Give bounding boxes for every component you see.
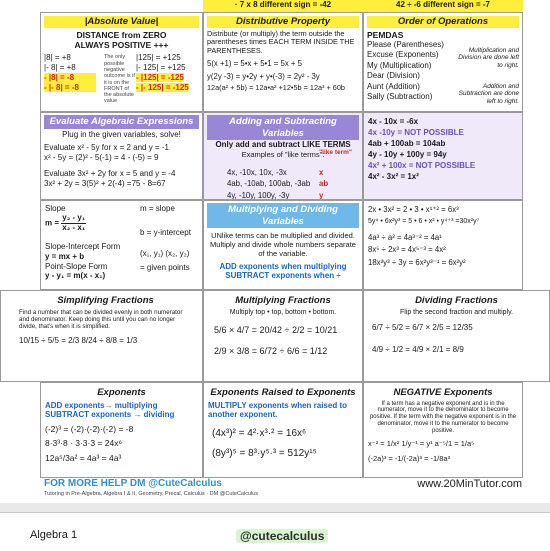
simplifying-ex: 10/15 ÷ 5/5 = 2/3 8/24 ÷ 8/8 = 1/3 bbox=[19, 335, 138, 345]
slope-label: Slope bbox=[45, 204, 66, 213]
add-sub-title: Adding and Subtracting Variables bbox=[207, 115, 359, 140]
page2-brand: @cutecalculus bbox=[236, 529, 328, 543]
like-term-label: "like term" bbox=[319, 149, 352, 156]
mult-div-examples-section bbox=[363, 200, 523, 290]
exponents-raised-section bbox=[203, 382, 363, 478]
si-label: Slope-Intercept Form bbox=[45, 242, 121, 251]
next-page-preview bbox=[0, 512, 550, 551]
given-points-label: = given points bbox=[140, 263, 190, 272]
exponents-title: Exponents bbox=[97, 387, 146, 398]
absolute-value-section bbox=[40, 12, 203, 112]
mult-div-vars-desc: UNlike terms can be multiplied and divided. Multiply and divide whole numbers separate of the variable. bbox=[210, 231, 356, 259]
exp-raised-rule: MULTIPLY exponents when raised to another exponent. bbox=[208, 400, 347, 420]
footer-cta[interactable]: FOR MORE HELP DM @CuteCalculus bbox=[44, 478, 222, 489]
exp-raised-title: Exponents Raised to Exponents bbox=[210, 387, 356, 398]
top-strip-left: · 7 x 8 different sign = -42 bbox=[203, 0, 363, 12]
mult-div-example: 5y⁴ • 6x²y³ = 5 • 6 • x² • y⁴⁺³ =30x²y⁷ bbox=[368, 218, 480, 226]
distributive-desc: Distribute (or multiply) the term outside the parentheses times EACH TERM INSIDE THE PARENTHESES. bbox=[207, 28, 355, 56]
order-ops-item: Excuse (Exponents) bbox=[367, 50, 439, 60]
order-ops-item: Dear (Division) bbox=[367, 71, 420, 81]
exponents-ex1: (-2)³ = (-2)·(-2)·(-2) = -8 bbox=[45, 424, 134, 435]
order-ops-item: Please (Parentheses) bbox=[367, 39, 444, 49]
adding-subtracting-section bbox=[203, 112, 363, 200]
footer-sub: Tutoring in Pre-Algebra, Algebra I & II, Geometry, Precal, Calculus · DM @CuteCalculus bbox=[44, 491, 259, 497]
dividing-fractions-section bbox=[363, 290, 550, 382]
mult-fractions-subtitle: Multiply top • top, bottom • bottom. bbox=[229, 308, 337, 316]
mult-div-example: 4a³ ÷ a² = 4a³⁻² = 4a¹ bbox=[368, 232, 442, 242]
si-eq: y = mx + b bbox=[45, 251, 85, 261]
add-sub-example: 4x² - 3x² = 1x² bbox=[368, 172, 419, 182]
mult-div-example: 8x⁵ ÷ 2x³ = 4x⁵⁻³ = 4x² bbox=[368, 245, 446, 255]
div-fractions-ex1: 6/7 ÷ 5/2 = 6/7 × 2/5 = 12/35 bbox=[372, 323, 473, 333]
mult-div-vars-title: Multiplying and Dividing Variables bbox=[207, 203, 359, 228]
slope-formula: m = $\frac{\text{y₂ - y₁}}{\text{x₂ - x₁}}$ bbox=[45, 213, 86, 232]
abs-row-2: |- 8| = +8 |- 125| = +125 bbox=[44, 63, 186, 73]
add-sub-examples-section bbox=[363, 112, 523, 200]
mult-fractions-ex1: 5/6 × 4/7 = 20/42 ÷ 2/2 = 10/21 bbox=[214, 325, 338, 336]
multiplying-fractions-section bbox=[203, 290, 363, 382]
add-sub-example: 4ab + 100ab = 104ab bbox=[368, 139, 446, 149]
order-ops-note1: Multiplication and Division are done left to right. bbox=[458, 47, 519, 69]
distributive-ex2: y(2y -3) = y•2y + y•(-3) = 2y² - 3y bbox=[207, 71, 320, 81]
mult-fractions-ex2: 2/9 × 3/8 = 6/72 ÷ 6/6 = 1/12 bbox=[214, 346, 328, 357]
exp-raised-ex2: (8y³)⁵ = 8³·y⁵·³ = 512y¹⁵ bbox=[212, 448, 317, 460]
add-sub-example: 4y - 10y + 100y = 94y bbox=[368, 150, 447, 160]
mult-fractions-title: Multiplying Fractions bbox=[235, 295, 331, 306]
page2-title: Algebra 1 bbox=[30, 529, 78, 541]
simplifying-title: Simplifying Fractions bbox=[57, 295, 154, 306]
evaluate-ex1b: x² - 5y = (2)² - 5(-1) = 4 - (-5) = 9 bbox=[44, 153, 159, 163]
exponents-section bbox=[40, 382, 203, 478]
negative-exp-title: NEGATIVE Exponents bbox=[393, 387, 493, 398]
points-label: (x₁, y₁) (x₂, y₂) bbox=[140, 249, 190, 258]
evaluate-ex1a: Evaluate x² - 5y for x = 2 and y = -1 bbox=[44, 143, 169, 153]
exponents-ex3: 12a⁵/3a² = 4a³ = 4a³ bbox=[45, 452, 122, 463]
order-ops-item: Aunt (Addition) bbox=[367, 81, 420, 91]
abs-row-3: - |8| = -8 - |125| = -125 bbox=[44, 72, 184, 82]
order-ops-title: Order of Operations bbox=[367, 16, 519, 28]
add-sub-example: 4x - 10x = -6x bbox=[368, 117, 419, 126]
evaluate-ex2a: Evaluate 3x² + 2y for x = 5 and y = -4 bbox=[44, 168, 176, 178]
add-sub-subtitle: Only add and subtract LIKE TERMS bbox=[215, 140, 351, 150]
simplifying-desc: Find a number that can be divided evenly in both numerator and denominator. Keep doing this until you can no longer divide, that's when it is simplified. bbox=[19, 308, 183, 330]
top-strip-right: 42 ÷ -6 different sign = -7 bbox=[363, 0, 523, 12]
div-fractions-ex2: 4/9 ÷ 1/2 = 4/9 × 2/1 = 8/9 bbox=[372, 344, 464, 354]
order-of-operations-section bbox=[363, 12, 523, 112]
negative-exp-ex: x⁻² = 1/x² 1/y⁻¹ = y¹ a⁻⁵/1 = 1/a⁵ bbox=[368, 439, 475, 449]
pp-label: Point-Slope Form bbox=[45, 261, 108, 271]
absolute-value-line1: DISTANCE from ZERO bbox=[76, 29, 167, 40]
evaluate-title: Evaluate Algebraic Expressions bbox=[44, 115, 199, 129]
distributive-title: Distributive Property bbox=[207, 16, 359, 28]
evaluate-section bbox=[40, 112, 203, 200]
add-sub-example: 4x² + 100x = NOT POSSIBLE bbox=[368, 161, 476, 171]
exp-raised-ex1: (4x³)² = 4²·x³·² = 16x⁶ bbox=[212, 428, 307, 440]
abs-note: The only possible negative outcome is if it is on the FRONT of the absolute value bbox=[104, 54, 135, 105]
like-term-row: 4ab, -10ab, 100ab, -3ab ab bbox=[227, 179, 329, 189]
like-term-row: 4y, -10y, 100y, -3y y bbox=[227, 190, 324, 200]
exponents-rule2: SUBTRACT exponents → dividing bbox=[45, 410, 175, 420]
slope-eq: m = slope bbox=[140, 204, 175, 213]
evaluate-ex2b: 3x² + 2y = 3(5)² + 2(-4) =75 - 8=67 bbox=[44, 178, 166, 188]
pp-eq: y - y₁ = m(x - x₁) bbox=[45, 271, 106, 281]
negative-exp-desc: If a term has a negative exponent and is in the numerator, move it to the denominator to become positive. If the term with the negative exponent is in the denominator, move it to the numerator to become positive. bbox=[369, 400, 517, 435]
absolute-value-title: |Absolute Value| bbox=[44, 16, 199, 28]
abs-row-1: |8| = +8 |125| = +125 bbox=[44, 53, 181, 63]
b-label: b = y-intercept bbox=[140, 228, 191, 237]
div-fractions-title: Dividing Fractions bbox=[415, 295, 498, 306]
like-term-row: 4x, -10x, 10x, -3x x bbox=[227, 168, 324, 178]
distributive-ex3: 12a(a² + 5b) = 12a•a² +12•5b = 12a³ + 60b bbox=[207, 83, 345, 93]
distributive-section bbox=[203, 12, 363, 112]
add-sub-examples-label: Examples of "like terms": bbox=[241, 149, 325, 159]
footer-site-link[interactable]: www.20MinTutor.com bbox=[417, 478, 522, 490]
mult-div-example: 2x • 3x² = 2 • 3 • x¹⁺² = 6x³ bbox=[368, 205, 459, 214]
distributive-ex1: 5(x +1) = 5•x + 5•1 = 5x + 5 bbox=[207, 59, 302, 69]
mult-div-vars-section bbox=[203, 200, 363, 290]
exponents-ex2: 8·3³·8 · 3·3·3 = 24x⁶ bbox=[45, 438, 122, 449]
mult-div-vars-rule: ADD exponents when multiplying SUBTRACT exponents when ÷ bbox=[219, 261, 347, 281]
order-ops-item: My (Multiplication) bbox=[367, 60, 432, 70]
div-fractions-subtitle: Flip the second fraction and multiply. bbox=[399, 308, 514, 316]
negative-exponents-section bbox=[363, 382, 523, 478]
order-ops-header: PEMDAS bbox=[367, 29, 404, 40]
slope-section bbox=[40, 200, 203, 290]
simplifying-fractions-section bbox=[0, 290, 203, 382]
footer bbox=[0, 478, 550, 503]
order-ops-note2: Addition and Subtraction are done left to right. bbox=[458, 83, 519, 105]
exponents-rule1: ADD exponents→ multiplying bbox=[45, 400, 158, 410]
abs-row-4: - |- 8| = -8 - |- 125| = -125 bbox=[44, 82, 189, 92]
negative-exp-ex2: (-2a)³ = -1/(-2a)³ = -1/8a³ bbox=[368, 454, 451, 464]
absolute-value-line2: ALWAYS POSITIVE +++ bbox=[74, 39, 169, 50]
evaluate-subtitle: Plug in the given variables, solve! bbox=[62, 129, 181, 139]
add-sub-example: 4x -10y = NOT POSSIBLE bbox=[368, 128, 464, 138]
mult-div-example: 18x²y³ ÷ 3y = 6x²y³⁻¹ = 6x²y² bbox=[368, 257, 466, 267]
order-ops-item: Sally (Subtraction) bbox=[367, 91, 433, 101]
